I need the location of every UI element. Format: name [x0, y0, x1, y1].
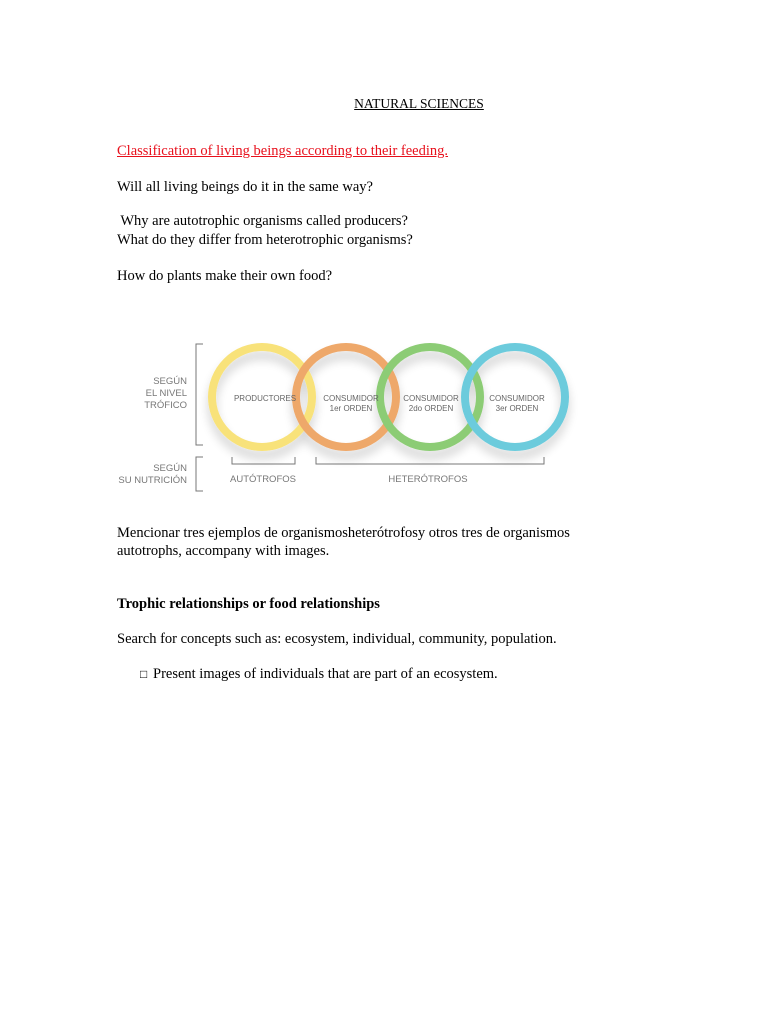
group-label-heterotrofos: HETERÓTROFOS	[388, 474, 468, 485]
ring-label-consumidor-1-b: 1er ORDEN	[329, 404, 373, 413]
ring-label-consumidor-1-a: CONSUMIDOR	[323, 394, 379, 403]
row2-label-line1: SEGÚN	[153, 463, 187, 474]
section-heading-trophic: Trophic relationships or food relationships	[117, 596, 380, 612]
question-plants-food: How do plants make their own food?	[117, 268, 333, 284]
question-producers: Why are autotrophic organisms called producers?	[117, 213, 408, 229]
ring-label-consumidor-2-a: CONSUMIDOR	[403, 394, 459, 403]
ring-label-consumidor-3-b: 3er ORDEN	[495, 404, 539, 413]
question-same-way: Will all living beings do it in the same way?	[117, 179, 373, 195]
question-differ: What do they differ from heterotrophic organisms?	[117, 232, 413, 248]
row1-label-line1: SEGÚN	[153, 376, 187, 387]
bracket-autotrofos	[232, 457, 295, 464]
bullet-glyph: □	[140, 667, 148, 681]
row2-label-line2: SU NUTRICIÓN	[118, 475, 187, 486]
group-label-autotrofos: AUTÓTROFOS	[230, 474, 296, 485]
paragraph-examples-line2: autotrophs, accompany with images.	[117, 543, 330, 559]
paragraph-concepts: Search for concepts such as: ecosystem, individual, community, population.	[117, 631, 557, 647]
bracket-heterotrofos	[316, 457, 544, 464]
section-subtitle: Classification of living beings according to their feeding.	[117, 143, 449, 159]
row1-label-line2: EL NIVEL	[145, 388, 187, 399]
row1-label-line3: TRÓFICO	[144, 400, 187, 411]
bracket-trophic	[196, 344, 203, 445]
bullet-item: Present images of individuals that are part of an ecosystem.	[153, 666, 498, 682]
trophic-levels-diagram	[110, 330, 590, 500]
ring-label-consumidor-2-b: 2do ORDEN	[408, 404, 454, 413]
bracket-nutrition	[196, 457, 203, 491]
document-title: NATURAL SCIENCES	[354, 96, 484, 111]
paragraph-examples-line1: Mencionar tres ejemplos de organismosheterótrofosy otros tres de organismos	[117, 525, 570, 541]
ring-label-consumidor-3-a: CONSUMIDOR	[489, 394, 545, 403]
ring-label-productores: PRODUCTORES	[233, 394, 297, 403]
